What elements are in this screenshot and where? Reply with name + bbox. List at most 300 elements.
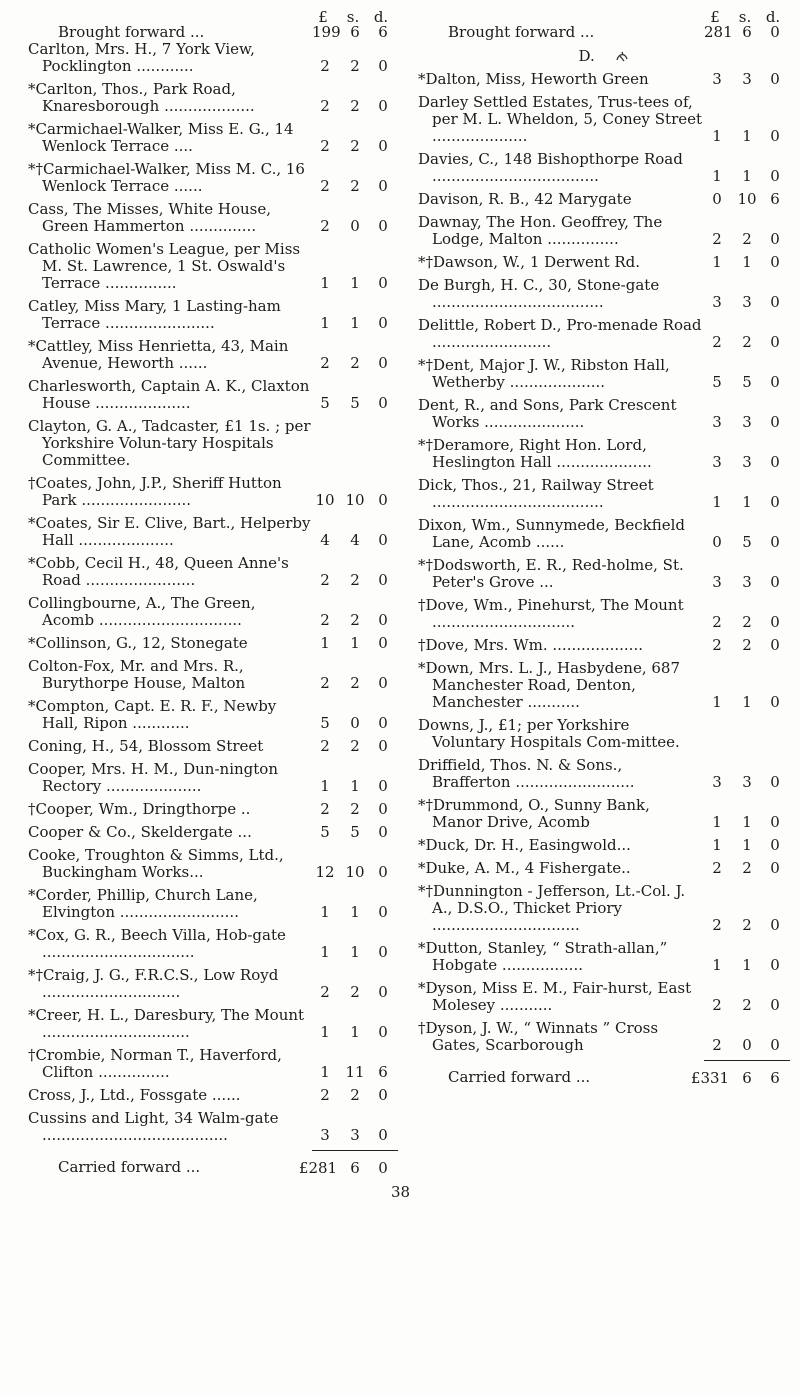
amount-pence: 0 bbox=[770, 453, 780, 471]
amount-shillings: 11 bbox=[345, 1063, 365, 1081]
entry-text: *†Dodsworth, E. R., Red-holme, St. Peter's Grove ... bbox=[418, 556, 684, 591]
ledger-entry bbox=[418, 980, 790, 1014]
entry-text: Cass, The Misses, White House, Green Hammerton .............. bbox=[28, 200, 271, 235]
amount-pounds: 2 bbox=[320, 737, 330, 755]
entry-text: Davies, C., 148 Bishopthorpe Road ................................... bbox=[418, 150, 683, 185]
ledger-entry bbox=[418, 557, 790, 591]
amount-pence: 0 bbox=[770, 293, 780, 311]
page-number: 38 bbox=[390, 1183, 411, 1201]
amount-pounds: 2 bbox=[320, 571, 330, 589]
amount-shillings: 10 bbox=[345, 863, 365, 881]
amount-pence: 0 bbox=[378, 217, 388, 235]
amount-shillings: 2 bbox=[350, 137, 360, 155]
entry-text: *Cobb, Cecil H., 48, Queen Anne's Road ....................... bbox=[28, 554, 289, 589]
amount-shillings: 2 bbox=[350, 611, 360, 629]
ledger-entry bbox=[418, 191, 790, 208]
amount-pence: 0 bbox=[770, 253, 780, 271]
amount-pounds: 2 bbox=[712, 636, 722, 654]
amount-shillings: 1 bbox=[742, 813, 752, 831]
brought-forward-label: Brought forward ... bbox=[58, 23, 205, 41]
amount-pounds: 3 bbox=[712, 773, 722, 791]
amount-shillings: 3 bbox=[742, 413, 752, 431]
amount-pounds: 2 bbox=[320, 97, 330, 115]
ledger-entry bbox=[28, 121, 398, 155]
ledger-entry bbox=[418, 214, 790, 248]
entry-text: *Collinson, G., 12, Stonegate bbox=[28, 634, 248, 652]
entry-text: *†Craig, J. G., F.R.C.S., Low Royd ............................. bbox=[28, 966, 279, 1001]
ledger-entry bbox=[28, 378, 398, 412]
amount-pence: 0 bbox=[378, 823, 388, 841]
section-letter: D. bbox=[578, 47, 595, 65]
carried-forward-row bbox=[28, 1159, 398, 1177]
entry-text: †Dove, Mrs. Wm. ................... bbox=[418, 636, 643, 654]
amount-pence: 0 bbox=[770, 956, 780, 974]
ledger-entry bbox=[28, 475, 398, 509]
amount-pence: 0 bbox=[378, 177, 388, 195]
amount-pence: 0 bbox=[378, 737, 388, 755]
amount-shillings: 1 bbox=[350, 634, 360, 652]
ledger-entry bbox=[418, 477, 790, 511]
amount-shillings: 2 bbox=[350, 800, 360, 818]
entry-text: *†Drummond, O., Sunny Bank, Manor Drive, Acomb bbox=[418, 796, 650, 831]
amount-pence: 0 bbox=[378, 1126, 388, 1144]
ledger-entry bbox=[418, 357, 790, 391]
ledger-entry bbox=[418, 837, 790, 854]
amount-pounds: 12 bbox=[315, 863, 335, 881]
entry-text: †Dyson, J. W., “ Winnats ” Cross Gates, Scarborough bbox=[418, 1019, 659, 1054]
amount-shillings: 2 bbox=[350, 97, 360, 115]
amount-shillings: 2 bbox=[350, 354, 360, 372]
amount-pounds: 1 bbox=[320, 903, 330, 921]
amount-pounds: 1 bbox=[320, 1023, 330, 1041]
entry-text: *Cox, G. R., Beech Villa, Hob-gate ................................ bbox=[28, 926, 286, 961]
amount-shillings: 3 bbox=[742, 573, 752, 591]
ledger-entry bbox=[28, 738, 398, 755]
amount-pounds: 3 bbox=[712, 70, 722, 88]
amount-shillings: 1 bbox=[350, 274, 360, 292]
amount-shillings: 6 bbox=[742, 1069, 752, 1087]
ledger-entry bbox=[28, 801, 398, 818]
entry-text: *Carmichael-Walker, Miss E. G., 14 Wenlock Terrace .... bbox=[28, 120, 294, 155]
amount-pence: 0 bbox=[378, 274, 388, 292]
amount-pounds: 1 bbox=[712, 836, 722, 854]
amount-pence: 0 bbox=[770, 533, 780, 551]
left-column bbox=[28, 8, 398, 1177]
carried-forward-label: Carried forward ... bbox=[58, 1158, 201, 1176]
amount-pence: 6 bbox=[770, 1069, 780, 1087]
amount-pounds: 2 bbox=[712, 859, 722, 877]
amount-shillings: 1 bbox=[350, 1023, 360, 1041]
ledger-entry bbox=[28, 241, 398, 292]
entry-text: Charlesworth, Captain A. K., Claxton House .................... bbox=[28, 377, 310, 412]
ledger-entry bbox=[28, 555, 398, 589]
entry-text: *†Carmichael-Walker, Miss M. C., 16 Wenlock Terrace ...... bbox=[28, 160, 305, 195]
entry-text: Carlton, Mrs. H., 7 York View, Pocklington ............ bbox=[28, 40, 255, 75]
amount-pounds: 199 bbox=[312, 23, 341, 41]
ledger-entry bbox=[418, 597, 790, 631]
amount-pence: 6 bbox=[378, 1063, 388, 1081]
amount-pounds: 1 bbox=[320, 274, 330, 292]
entry-text: Catholic Women's League, per Miss M. St. Lawrence, 1 St. Oswald's Terrace ............... bbox=[28, 240, 301, 292]
entry-text: Cooper, Mrs. H. M., Dun-nington Rectory .................... bbox=[28, 760, 278, 795]
amount-pounds: 5 bbox=[320, 714, 330, 732]
amount-pence: 0 bbox=[770, 1036, 780, 1054]
amount-pounds: £281 bbox=[298, 1159, 338, 1177]
amount-pence: 0 bbox=[378, 571, 388, 589]
amount-shillings: 0 bbox=[742, 1036, 752, 1054]
ledger-entry bbox=[418, 437, 790, 471]
amount-shillings: 2 bbox=[350, 177, 360, 195]
brought-forward-row bbox=[28, 24, 398, 41]
entry-text: *Coates, Sir E. Clive, Bart., Helperby Hall .................... bbox=[28, 514, 311, 549]
amount-pence: 0 bbox=[378, 314, 388, 332]
ledger-entry bbox=[418, 757, 790, 791]
ledger-entry bbox=[418, 717, 790, 751]
amount-shillings: 2 bbox=[742, 230, 752, 248]
amount-pence: 6 bbox=[378, 23, 388, 41]
amount-pence: 0 bbox=[378, 137, 388, 155]
total-rule bbox=[704, 1060, 790, 1061]
amount-shillings: 3 bbox=[350, 1126, 360, 1144]
amount-pounds: 2 bbox=[320, 611, 330, 629]
ledger-entry bbox=[418, 660, 790, 711]
ledger-entry bbox=[418, 637, 790, 654]
amount-pounds: £331 bbox=[690, 1069, 730, 1087]
amount-pounds: 2 bbox=[712, 333, 722, 351]
amount-pence: 0 bbox=[378, 611, 388, 629]
amount-pence: 0 bbox=[378, 674, 388, 692]
amount-pounds: 2 bbox=[320, 983, 330, 1001]
entry-text: Coning, H., 54, Blossom Street bbox=[28, 737, 264, 755]
amount-pounds: 2 bbox=[320, 674, 330, 692]
amount-pounds: 2 bbox=[320, 217, 330, 235]
amount-pence: 0 bbox=[770, 493, 780, 511]
entry-text: *Creer, H. L., Daresbury, The Mount ............................... bbox=[28, 1006, 305, 1041]
amount-pence: 0 bbox=[378, 903, 388, 921]
ledger-entry bbox=[28, 1007, 398, 1041]
amount-shillings: 10 bbox=[345, 491, 365, 509]
amount-pence: 0 bbox=[770, 70, 780, 88]
amount-pence: 0 bbox=[770, 996, 780, 1014]
ledger-entry bbox=[418, 317, 790, 351]
amount-shillings: 2 bbox=[742, 333, 752, 351]
amount-shillings: 2 bbox=[350, 674, 360, 692]
amount-pounds: 1 bbox=[712, 493, 722, 511]
ledger-entry bbox=[28, 41, 398, 75]
amount-shillings: 2 bbox=[350, 737, 360, 755]
amount-shillings: 1 bbox=[350, 314, 360, 332]
amount-pence: 0 bbox=[770, 636, 780, 654]
amount-pence: 0 bbox=[770, 773, 780, 791]
amount-pounds: 1 bbox=[320, 943, 330, 961]
amount-shillings: 4 bbox=[350, 531, 360, 549]
amount-shillings: 6 bbox=[350, 1159, 360, 1177]
shillings-header: s. bbox=[738, 8, 752, 26]
ledger-entry bbox=[28, 761, 398, 795]
amount-shillings: 5 bbox=[350, 394, 360, 412]
amount-pounds: 3 bbox=[712, 453, 722, 471]
amount-pence: 0 bbox=[378, 1023, 388, 1041]
amount-pounds: 2 bbox=[712, 916, 722, 934]
entry-text: Clayton, G. A., Tadcaster, £1 1s. ; per Yorkshire Volun-tary Hospitals Committee. bbox=[28, 417, 311, 469]
ledger-entry bbox=[28, 824, 398, 841]
amount-pounds: 1 bbox=[320, 314, 330, 332]
currency-header bbox=[418, 8, 790, 24]
amount-pence: 0 bbox=[378, 354, 388, 372]
ledger-entry bbox=[28, 635, 398, 652]
amount-pounds: 0 bbox=[712, 533, 722, 551]
amount-shillings: 2 bbox=[742, 859, 752, 877]
amount-shillings: 1 bbox=[350, 777, 360, 795]
amount-pounds: 3 bbox=[320, 1126, 330, 1144]
amount-pence: 0 bbox=[770, 813, 780, 831]
amount-pence: 0 bbox=[378, 777, 388, 795]
amount-pounds: 1 bbox=[712, 253, 722, 271]
amount-shillings: 2 bbox=[742, 636, 752, 654]
ledger-entry bbox=[418, 940, 790, 974]
amount-pounds: 3 bbox=[712, 413, 722, 431]
ink-mark-icon bbox=[614, 50, 630, 64]
amount-shillings: 0 bbox=[350, 714, 360, 732]
currency-header bbox=[28, 8, 398, 24]
amount-pounds: 1 bbox=[320, 1063, 330, 1081]
entry-text: *Cattley, Miss Henrietta, 43, Main Avenue, Heworth ...... bbox=[28, 337, 289, 372]
entry-text: †Crombie, Norman T., Haverford, Clifton ............... bbox=[28, 1046, 282, 1081]
amount-pounds: 1 bbox=[320, 777, 330, 795]
entry-text: *Dyson, Miss E. M., Fair-hurst, East Molesey ........... bbox=[418, 979, 692, 1014]
entry-text: *Duck, Dr. H., Easingwold... bbox=[418, 836, 631, 854]
entry-text: *†Dunnington - Jefferson, Lt.-Col. J. A., D.S.O., Thicket Priory ............................... bbox=[418, 882, 686, 934]
ledger-entry bbox=[418, 797, 790, 831]
amount-pence: 0 bbox=[770, 167, 780, 185]
ledger-entry bbox=[28, 515, 398, 549]
amount-pounds: 10 bbox=[315, 491, 335, 509]
amount-shillings: 2 bbox=[350, 571, 360, 589]
amount-pence: 0 bbox=[378, 983, 388, 1001]
ledger-entry bbox=[418, 94, 790, 145]
amount-pounds: 2 bbox=[712, 996, 722, 1014]
amount-shillings: 0 bbox=[350, 217, 360, 235]
entry-text: Cooper & Co., Skeldergate ... bbox=[28, 823, 252, 841]
amount-pounds: 1 bbox=[712, 167, 722, 185]
entry-text: Dent, R., and Sons, Park Crescent Works ..................... bbox=[418, 396, 677, 431]
amount-pence: 0 bbox=[378, 531, 388, 549]
amount-shillings: 3 bbox=[742, 773, 752, 791]
ledger-entry bbox=[28, 1110, 398, 1144]
entry-text: *†Dent, Major J. W., Ribston Hall, Wetherby .................... bbox=[418, 356, 670, 391]
amount-pence: 0 bbox=[770, 413, 780, 431]
ledger-entry bbox=[28, 81, 398, 115]
pounds-header: £ bbox=[710, 8, 720, 26]
amount-pence: 0 bbox=[378, 714, 388, 732]
amount-shillings: 1 bbox=[350, 903, 360, 921]
amount-pence: 0 bbox=[770, 836, 780, 854]
ledger-entry bbox=[418, 71, 790, 88]
amount-pounds: 3 bbox=[712, 573, 722, 591]
amount-pence: 0 bbox=[378, 1086, 388, 1104]
amount-shillings: 3 bbox=[742, 293, 752, 311]
amount-pounds: 1 bbox=[712, 693, 722, 711]
amount-shillings: 1 bbox=[742, 493, 752, 511]
entry-text: Cussins and Light, 34 Walm-gate ....................................... bbox=[28, 1109, 279, 1144]
amount-pence: 0 bbox=[378, 1159, 388, 1177]
ledger-entry bbox=[28, 298, 398, 332]
amount-pounds: 2 bbox=[320, 57, 330, 75]
amount-shillings: 2 bbox=[742, 613, 752, 631]
brought-forward-row bbox=[418, 24, 790, 41]
amount-pence: 0 bbox=[378, 634, 388, 652]
amount-pence: 0 bbox=[770, 859, 780, 877]
amount-pounds: 2 bbox=[320, 177, 330, 195]
amount-shillings: 1 bbox=[742, 956, 752, 974]
ledger-entry bbox=[28, 967, 398, 1001]
amount-pounds: 5 bbox=[320, 823, 330, 841]
carried-forward-row bbox=[418, 1069, 790, 1087]
amount-pence: 0 bbox=[770, 230, 780, 248]
ledger-entry bbox=[28, 201, 398, 235]
amount-shillings: 1 bbox=[742, 127, 752, 145]
amount-pence: 6 bbox=[770, 190, 780, 208]
amount-pence: 0 bbox=[770, 573, 780, 591]
amount-shillings: 6 bbox=[350, 23, 360, 41]
amount-pence: 0 bbox=[378, 800, 388, 818]
pence-header: d. bbox=[373, 8, 389, 26]
amount-pounds: 2 bbox=[712, 230, 722, 248]
ledger-entry bbox=[418, 397, 790, 431]
amount-pounds: 2 bbox=[320, 354, 330, 372]
amount-pounds: 2 bbox=[712, 613, 722, 631]
ledger-entry bbox=[418, 151, 790, 185]
amount-shillings: 1 bbox=[742, 693, 752, 711]
amount-pounds: 1 bbox=[712, 813, 722, 831]
amount-pounds: 2 bbox=[320, 137, 330, 155]
ledger-entry bbox=[28, 338, 398, 372]
amount-shillings: 1 bbox=[742, 253, 752, 271]
ledger-entry bbox=[28, 161, 398, 195]
entry-text: Cooke, Troughton & Simms, Ltd., Buckingham Works... bbox=[28, 846, 284, 881]
amount-pence: 0 bbox=[378, 97, 388, 115]
amount-pounds: 0 bbox=[712, 190, 722, 208]
amount-pence: 0 bbox=[378, 491, 388, 509]
amount-pounds: 5 bbox=[320, 394, 330, 412]
entry-text: De Burgh, H. C., 30, Stone-gate .................................... bbox=[418, 276, 660, 311]
amount-shillings: 5 bbox=[742, 533, 752, 551]
ledger-entry bbox=[418, 883, 790, 934]
entry-text: Colton-Fox, Mr. and Mrs. R., Burythorpe House, Malton bbox=[28, 657, 246, 692]
ledger-entry bbox=[28, 1087, 398, 1104]
amount-pence: 0 bbox=[378, 394, 388, 412]
amount-shillings: 3 bbox=[742, 453, 752, 471]
entry-text: *Duke, A. M., 4 Fishergate.. bbox=[418, 859, 631, 877]
entry-text: Dixon, Wm., Sunnymede, Beckfield Lane, Acomb ...... bbox=[418, 516, 685, 551]
entry-text: †Cooper, Wm., Dringthorpe .. bbox=[28, 800, 251, 818]
amount-pounds: 5 bbox=[712, 373, 722, 391]
right-entry-list bbox=[418, 71, 790, 1054]
amount-shillings: 2 bbox=[742, 916, 752, 934]
amount-pence: 0 bbox=[770, 613, 780, 631]
pounds-header: £ bbox=[318, 8, 328, 26]
amount-pounds: 1 bbox=[712, 127, 722, 145]
entry-text: Dick, Thos., 21, Railway Street .................................... bbox=[418, 476, 654, 511]
amount-shillings: 5 bbox=[350, 823, 360, 841]
entry-text: *†Dawson, W., 1 Derwent Rd. bbox=[418, 253, 641, 271]
ledger-entry bbox=[28, 847, 398, 881]
amount-pence: 0 bbox=[378, 57, 388, 75]
ledger-entry bbox=[28, 887, 398, 921]
amount-shillings: 5 bbox=[742, 373, 752, 391]
amount-shillings: 2 bbox=[350, 1086, 360, 1104]
entry-text: *Dutton, Stanley, “ Strath-allan,” Hobgate ................. bbox=[418, 939, 668, 974]
amount-pounds: 2 bbox=[320, 1086, 330, 1104]
ledger-entry bbox=[418, 517, 790, 551]
section-heading bbox=[418, 47, 790, 65]
amount-pence: 0 bbox=[770, 333, 780, 351]
carried-forward-label: Carried forward ... bbox=[448, 1068, 591, 1086]
ledger-entry bbox=[28, 418, 398, 469]
entry-text: *Carlton, Thos., Park Road, Knaresborough ................... bbox=[28, 80, 255, 115]
shillings-header: s. bbox=[346, 8, 360, 26]
amount-pounds: 1 bbox=[712, 956, 722, 974]
ledger-entry bbox=[28, 698, 398, 732]
amount-pence: 0 bbox=[770, 693, 780, 711]
total-rule bbox=[312, 1150, 398, 1151]
amount-shillings: 10 bbox=[737, 190, 757, 208]
amount-shillings: 1 bbox=[742, 836, 752, 854]
amount-shillings: 6 bbox=[742, 23, 752, 41]
brought-forward-label: Brought forward ... bbox=[448, 23, 595, 41]
entry-text: Downs, J., £1; per Yorkshire Voluntary Hospitals Com-mittee. bbox=[418, 716, 680, 751]
amount-pounds: 4 bbox=[320, 531, 330, 549]
amount-shillings: 2 bbox=[350, 57, 360, 75]
entry-text: Davison, R. B., 42 Marygate bbox=[418, 190, 632, 208]
ledger-entry bbox=[418, 254, 790, 271]
amount-pounds: 3 bbox=[712, 293, 722, 311]
entry-text: Darley Settled Estates, Trus-tees of, per M. L. Wheldon, 5, Coney Street .................... bbox=[418, 93, 703, 145]
right-column bbox=[418, 8, 790, 1087]
amount-pence: 0 bbox=[770, 23, 780, 41]
amount-pence: 0 bbox=[770, 373, 780, 391]
ledger-entry bbox=[28, 658, 398, 692]
entry-text: *Compton, Capt. E. R. F., Newby Hall, Ripon ............ bbox=[28, 697, 277, 732]
left-entry-list bbox=[28, 41, 398, 1144]
amount-shillings: 1 bbox=[742, 167, 752, 185]
amount-pence: 0 bbox=[770, 916, 780, 934]
entry-text: Driffield, Thos. N. & Sons., Brafferton ......................... bbox=[418, 756, 635, 791]
entry-text: *†Deramore, Right Hon. Lord, Heslington Hall .................... bbox=[418, 436, 652, 471]
entry-text: Catley, Miss Mary, 1 Lasting-ham Terrace ....................... bbox=[28, 297, 281, 332]
entry-text: Collingbourne, A., The Green, Acomb .............................. bbox=[28, 594, 256, 629]
amount-pence: 0 bbox=[378, 863, 388, 881]
amount-shillings: 1 bbox=[350, 943, 360, 961]
ledger-entry bbox=[418, 860, 790, 877]
entry-text: Delittle, Robert D., Pro-menade Road ......................... bbox=[418, 316, 702, 351]
ledger-entry bbox=[28, 1047, 398, 1081]
amount-shillings: 2 bbox=[350, 983, 360, 1001]
ledger-entry bbox=[28, 595, 398, 629]
entry-text: *Dalton, Miss, Heworth Green bbox=[418, 70, 649, 88]
amount-pounds: 1 bbox=[320, 634, 330, 652]
entry-text: *Down, Mrs. L. J., Hasbydene, 687 Manchester Road, Denton, Manchester ........... bbox=[418, 659, 680, 711]
amount-pounds: 281 bbox=[704, 23, 733, 41]
entry-text: Dawnay, The Hon. Geoffrey, The Lodge, Malton ............... bbox=[418, 213, 663, 248]
entry-text: *Corder, Phillip, Church Lane, Elvington ......................... bbox=[28, 886, 258, 921]
amount-pence: 0 bbox=[770, 127, 780, 145]
entry-text: †Coates, John, J.P., Sheriff Hutton Park ....................... bbox=[28, 474, 282, 509]
amount-shillings: 3 bbox=[742, 70, 752, 88]
amount-pence: 0 bbox=[378, 943, 388, 961]
pence-header: d. bbox=[765, 8, 781, 26]
entry-text: †Dove, Wm., Pinehurst, The Mount .............................. bbox=[418, 596, 684, 631]
